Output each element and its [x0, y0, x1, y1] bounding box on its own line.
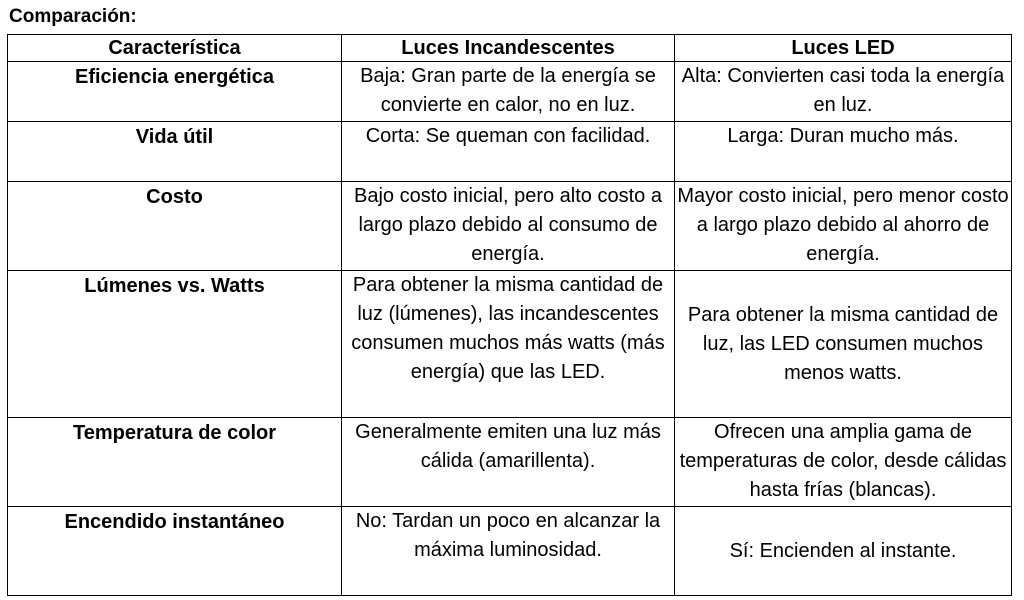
led-cell: Ofrecen una amplia gama de temperaturas de color, desde cálidas hasta frías (blancas).	[675, 418, 1012, 507]
led-cell: Sí: Encienden al instante.	[675, 507, 1012, 596]
incandescent-cell: No: Tardan un poco en alcanzar la máxima luminosidad.	[342, 507, 675, 596]
incandescent-cell: Corta: Se queman con facilidad.	[342, 122, 675, 182]
led-cell: Larga: Duran mucho más.	[675, 122, 1012, 182]
feature-cell: Vida útil	[8, 122, 342, 182]
feature-cell: Encendido instantáneo	[8, 507, 342, 596]
page-title: Comparación:	[9, 6, 137, 27]
table-row	[8, 62, 1012, 122]
incandescent-cell: Bajo costo inicial, pero alto costo a largo plazo debido al consumo de energía.	[342, 182, 675, 271]
incandescent-cell: Generalmente emiten una luz más cálida (amarillenta).	[342, 418, 675, 507]
header-feature: Característica	[8, 35, 342, 62]
led-cell: Alta: Convierten casi toda la energía en luz.	[675, 62, 1012, 122]
header-incandescent: Luces Incandescentes	[342, 35, 675, 62]
incandescent-cell: Para obtener la misma cantidad de luz (lúmenes), las incandescentes consumen muchos más watts (más energía) que las LED.	[342, 271, 675, 418]
feature-cell: Costo	[8, 182, 342, 271]
feature-cell: Lúmenes vs. Watts	[8, 271, 342, 418]
header-led: Luces LED	[675, 35, 1012, 62]
feature-cell: Eficiencia energética	[8, 62, 342, 122]
table-row	[8, 418, 1012, 507]
led-cell: Mayor costo inicial, pero menor costo a largo plazo debido al ahorro de energía.	[675, 182, 1012, 271]
table-row	[8, 182, 1012, 271]
table-row	[8, 122, 1012, 182]
comparison-table	[7, 34, 1012, 596]
incandescent-cell: Baja: Gran parte de la energía se convierte en calor, no en luz.	[342, 62, 675, 122]
led-cell: Para obtener la misma cantidad de luz, las LED consumen muchos menos watts.	[675, 271, 1012, 418]
table-row	[8, 271, 1012, 418]
feature-cell: Temperatura de color	[8, 418, 342, 507]
table-row	[8, 507, 1012, 596]
table-header-row	[8, 35, 1012, 62]
